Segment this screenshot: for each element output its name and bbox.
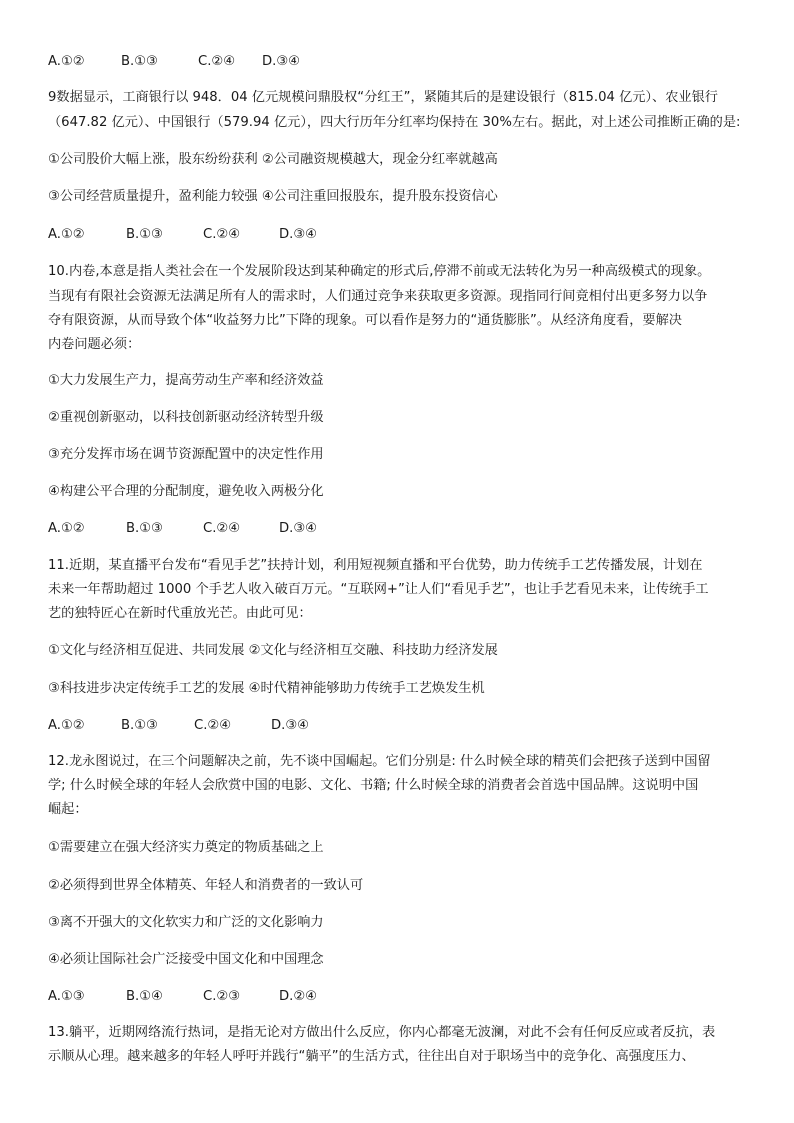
q13-stem-line-2: 示顺从心理。越来越多的年轻人呼吁并践行“躺平”的生活方式，往往出自对于职场当中的竞争化、高强度压力、	[48, 1049, 695, 1064]
q11-statement-1: ①文化与经济相互促进、共同发展 ②文化与经济相互交融、科技助力经济发展	[48, 643, 498, 658]
q9-statement-1: ①公司股价大幅上涨，股东纷纷获利 ②公司融资规模越大，现金分红率就越高	[48, 152, 498, 167]
q10-stem-line-1: 10.内卷,本意是指人类社会在一个发展阶段达到某种确定的形式后,停滞不前或无法转化为另一种高级模式的现象。	[48, 264, 711, 279]
q9-option-b: B.①③	[126, 227, 163, 242]
q9-statement-2: ③公司经营质量提升，盈利能力较强 ④公司注重回报股东，提升股东投资信心	[48, 189, 498, 204]
q11-option-b: B.①③	[121, 718, 158, 733]
q11-stem-line-3: 艺的独特匠心在新时代重放光芒。由此可见：	[48, 606, 312, 621]
q12-statement-3: ③离不开强大的文化软实力和广泛的文化影响力	[48, 915, 324, 930]
q9-stem-line-2: （647.82 亿元）、中国银行（579.94 亿元），四大行历年分红率均保持在 30%左右。据此，对上述公司推断正确的是:	[48, 115, 741, 130]
q10-option-b: B.①③	[126, 521, 163, 536]
q12-statement-4: ④必须让国际社会广泛接受中国文化和中国理念	[48, 952, 324, 967]
q10-statement-3: ③充分发挥市场在调节资源配置中的决定性作用	[48, 447, 324, 462]
q9-option-a: A.①②	[48, 227, 85, 242]
q9-option-c: C.②④	[203, 227, 241, 242]
q10-stem-line-4: 内卷问题必须：	[48, 337, 141, 352]
q12-stem-line-1: 12.龙永图说过，在三个问题解决之前，先不谈中国崛起。它们分别是: 什么时候全球的精英们会把孩子送到中国留	[48, 754, 711, 769]
q10-option-c: C.②④	[203, 521, 241, 536]
q12-stem-line-2: 学; 什么时候全球的年轻人会欣赏中国的电影、文化、书籍; 什么时候全球的消费者会首选中国品牌。这说明中国	[48, 778, 699, 793]
q11-stem-line-1: 11.近期，某直播平台发布“看见手艺”扶持计划，利用短视频直播和平台优势，助力传统手工艺传播发展，计划在	[48, 558, 703, 573]
q12-statement-2: ②必须得到世界全体精英、年轻人和消费者的一致认可	[48, 878, 364, 893]
q9-option-d: D.③④	[279, 227, 317, 242]
q8-option-b: B.①③	[121, 54, 158, 69]
q8-option-d: D.③④	[262, 54, 300, 69]
q13-stem-line-1: 13.躺平，近期网络流行热词，是指无论对方做出什么反应，你内心都毫无波澜，对此不会有任何反应或者反抗，表	[48, 1025, 716, 1040]
q8-option-c: C.②④	[198, 54, 236, 69]
q8-option-a: A.①②	[48, 54, 85, 69]
q12-statement-1: ①需要建立在强大经济实力奠定的物质基础之上	[48, 840, 324, 855]
q10-stem-line-3: 夺有限资源，从而导致个体“收益努力比”下降的现象。可以看作是努力的“通货膨胀”。从经济角度看，要解决	[48, 313, 682, 328]
q10-stem-line-2: 当现有有限社会资源无法满足所有人的需求时，人们通过竞争来获取更多资源。现指同行间竟相付出更多努力以争	[48, 289, 708, 304]
q11-option-d: D.③④	[271, 718, 309, 733]
q10-statement-2: ②重视创新驱动，以科技创新驱动经济转型升级	[48, 410, 324, 425]
q10-option-d: D.③④	[279, 521, 317, 536]
q12-option-c: C.②③	[203, 989, 241, 1004]
q11-option-a: A.①②	[48, 718, 85, 733]
q11-option-c: C.②④	[194, 718, 232, 733]
q12-option-d: D.②④	[279, 989, 317, 1004]
q11-stem-line-2: 未来一年帮助超过 1000 个手艺人收入破百万元。“互联网+”让人们“看见手艺”，也让手艺看见未来，让传统手工	[48, 582, 709, 597]
q12-stem-line-3: 崛起：	[48, 802, 88, 817]
q12-option-a: A.①③	[48, 989, 85, 1004]
q12-option-b: B.①④	[126, 989, 163, 1004]
q10-statement-1: ①大力发展生产力，提高劳动生产率和经济效益	[48, 373, 324, 388]
q10-statement-4: ④构建公平合理的分配制度，避免收入两极分化	[48, 484, 324, 499]
q10-option-a: A.①②	[48, 521, 85, 536]
q11-statement-2: ③科技进步决定传统手工艺的发展 ④时代精神能够助力传统手工艺焕发生机	[48, 681, 485, 696]
q9-stem-line-1: 9数据显示，工商银行以 948．04 亿元规模问鼎股权“分红王”，紧随其后的是建设银行（815.04 亿元）、农业银行	[48, 90, 718, 105]
